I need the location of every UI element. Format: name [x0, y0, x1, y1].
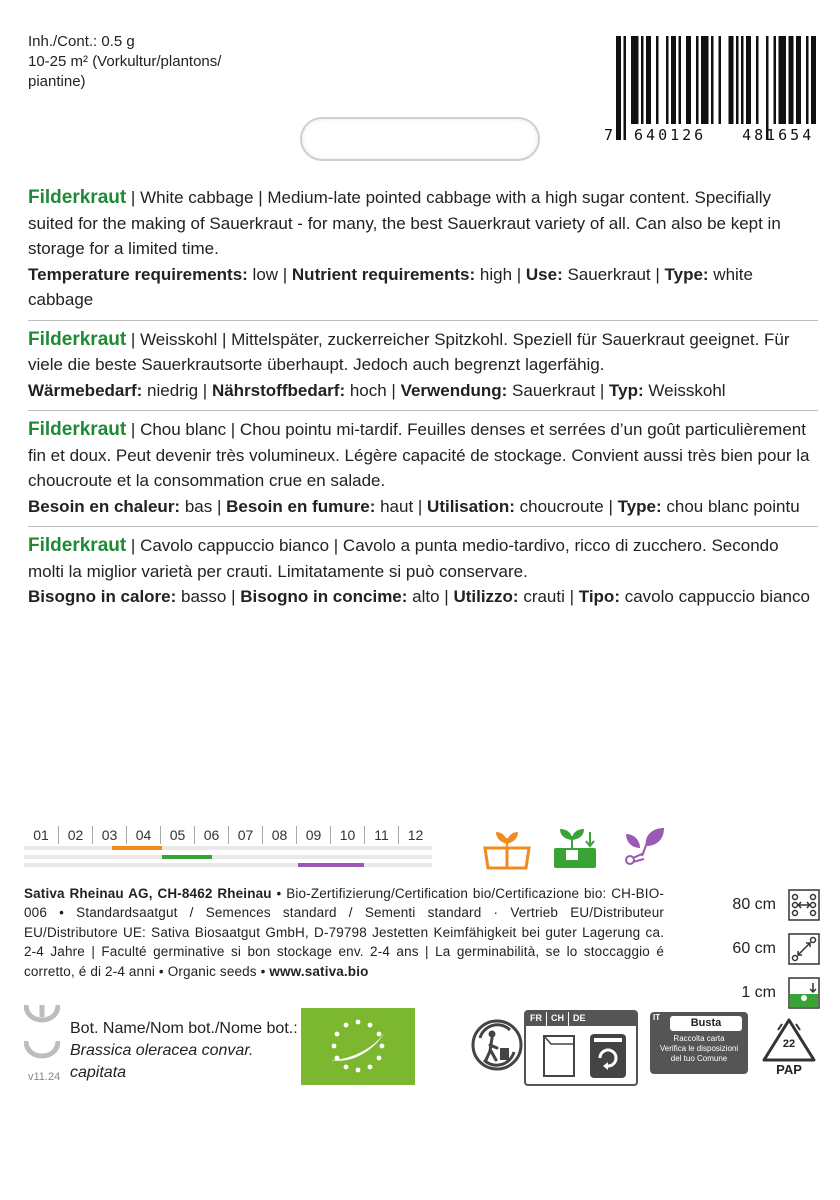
barcode-bar [641, 36, 644, 124]
month-label: 08 [262, 826, 296, 844]
month-label: 02 [58, 826, 92, 844]
barcode-digit-right: 481654 [742, 126, 815, 144]
barcode-bar [671, 36, 676, 124]
recycling-it [650, 1012, 748, 1074]
variety-name: Filderkraut [28, 419, 127, 440]
use-value: choucroute | [514, 496, 618, 516]
variety-name: Filderkraut [28, 535, 127, 556]
nutrient-value: high | [475, 264, 526, 284]
it-code: IT [653, 1013, 661, 1022]
barcode-bar [701, 36, 709, 124]
botanical-label: Bot. Name/Nom bot./Nome bot.: [70, 1020, 298, 1037]
sowing-track [24, 846, 432, 850]
barcode-bar [711, 36, 714, 124]
transplant-icon [552, 826, 598, 870]
description-fr [28, 411, 818, 527]
barcode-digits [604, 126, 824, 144]
barcode-bar [719, 36, 722, 124]
type-value: cavolo cappuccio bianco [619, 587, 810, 606]
row-spacing [700, 888, 820, 922]
country-ch: CH [546, 1012, 568, 1026]
nutrient-value: hoch | [345, 380, 401, 400]
hang-slot [300, 117, 540, 161]
month-label: 05 [160, 826, 194, 844]
net-content [28, 32, 268, 92]
recycling-fr-ch-de [524, 1010, 638, 1086]
month-label: 11 [364, 826, 398, 844]
planting-track [24, 855, 432, 859]
eu-organic-logo [301, 1008, 415, 1085]
busta-line1: Raccolta carta [673, 1034, 725, 1043]
row-spacing-value: 80 cm [732, 896, 776, 913]
month-label: 09 [296, 826, 330, 844]
busta-line3: del tuo Comune [670, 1054, 728, 1063]
nutrient-label: Nährstoffbedarf: [211, 380, 346, 400]
plant-spacing-icon [788, 933, 820, 965]
use-label: Verwendung: [400, 380, 508, 400]
nutrient-label: Bisogno in concime: [240, 587, 408, 606]
barcode-bar [811, 36, 816, 124]
harvest-track [24, 863, 432, 867]
barcode-bar [746, 36, 751, 124]
type-label: Typ: [609, 380, 644, 400]
month-label: 01 [33, 827, 49, 843]
variety-name: Filderkraut [28, 187, 127, 208]
barcode-bar [789, 36, 794, 124]
sowing-period-bar [112, 846, 162, 850]
busta-label: Busta [670, 1016, 742, 1031]
sowing-depth-value: 1 cm [741, 984, 776, 1001]
botanical-name [70, 1018, 298, 1084]
type-label: Tipo: [578, 587, 620, 606]
company-website: www.sativa.bio [269, 963, 369, 979]
temperature-label: Temperature requirements: [28, 264, 248, 284]
barcode-digit-lead: 7 [604, 126, 615, 144]
barcode-bar [679, 36, 682, 124]
barcode-bar [666, 36, 669, 124]
paper-bag-icon [542, 1034, 576, 1078]
description-it [28, 527, 818, 617]
latin-name: Brassica oleracea convar. [70, 1042, 254, 1059]
busta-line2: Verifica le disposizioni [659, 1044, 739, 1053]
month-label: 06 [194, 826, 228, 844]
barcode-bar [779, 36, 787, 124]
temperature-value: basso | [176, 587, 241, 606]
type-label: Type: [664, 264, 709, 284]
version-label: v11.24 [28, 1071, 61, 1083]
barcode-bar [741, 36, 744, 124]
temperature-label: Bisogno in calore: [28, 587, 177, 606]
planting-period-bar [162, 855, 212, 859]
sowing-calendar [24, 826, 434, 866]
barcode-bar [656, 36, 659, 124]
sowing-depth [700, 976, 820, 1010]
use-value: Sauerkraut | [507, 380, 610, 400]
description-en [28, 179, 818, 321]
barcode-bar [631, 36, 639, 124]
company-name: Sativa Rheinau AG, CH-8462 Rheinau [24, 886, 272, 901]
company-info [24, 884, 664, 981]
harvest-period-bar [298, 863, 364, 867]
sowing-depth-icon [788, 977, 820, 1009]
nutrient-label: Besoin en fumure: [226, 496, 376, 516]
use-value: crauti | [518, 587, 579, 606]
latin-name-cont: capitata [70, 1064, 127, 1081]
temperature-value: low | [247, 264, 292, 284]
barcode-digit-left: 640126 [634, 126, 707, 144]
use-label: Utilizzo: [453, 587, 519, 606]
plant-spacing-value: 60 cm [732, 940, 776, 957]
temperature-label: Wärmebedarf: [28, 380, 143, 400]
pot-sowing-icon [482, 826, 532, 870]
tidyman-icon [470, 1018, 524, 1072]
nutrient-value: alto | [407, 587, 454, 606]
nutrient-label: Nutrient requirements: [291, 264, 476, 284]
barcode-bar [806, 36, 809, 124]
country-fr: FR [530, 1013, 542, 1023]
country-de: DE [568, 1012, 590, 1026]
recycling-bin-icon [588, 1032, 628, 1080]
net-content-weight: Inh./Cont.: 0.5 g [28, 33, 135, 50]
company-details: • Bio-Zertifizierung/Certification bio/Certificazione bio: CH-BIO-006 • Standardsaatgut / Semences standard / Sementi standard · Vertrieb EU/Distributeur EU/Distributore UE: Sativa Biosaatgut GmbH, D-79798 Jestetten Keimfähigkeit bei guter Lagerung ca. 2-4 Jahre | Faculté germinative si bon stockage env. 2-4 ans | La germinabilità, se lo stoccaggio é corretto, é di 2-4 anni • Organic seeds • [24, 886, 665, 979]
barcode-bar [766, 36, 769, 140]
barcode-bar [736, 36, 739, 124]
plant-spacing [700, 932, 820, 966]
type-value: Weisskohl [643, 380, 726, 400]
temperature-value: bas | [180, 496, 227, 516]
barcode-bar [729, 36, 734, 124]
barcode-bar [646, 36, 651, 124]
barcode-bar [686, 36, 691, 124]
barcode-bar [796, 36, 801, 124]
net-content-area-cont: piantine) [28, 73, 86, 90]
barcode-bar [774, 36, 777, 124]
type-value: white cabbage [28, 264, 753, 309]
pap-recycling-code [760, 1016, 818, 1078]
pap-label: PAP [776, 1062, 802, 1077]
month-label: 07 [228, 826, 262, 844]
net-content-area: 10-25 m² (Vorkultur/plantons/ [28, 53, 222, 70]
month-label: 10 [330, 826, 364, 844]
use-label: Use: [525, 264, 563, 284]
description-list [28, 179, 818, 617]
variety-name: Filderkraut [28, 328, 127, 350]
barcode-bar [756, 36, 759, 124]
use-label: Utilisation: [427, 496, 515, 516]
barcode-bar [624, 36, 627, 140]
description-text: | White cabbage | Medium-late pointed cabbage with a high sugar content. Specifially suited for the making of Sauerkraut - for many, the best Sauerkraut variety of all. Can also be kept in storage for a limited time. [28, 188, 781, 258]
barcode-bar [696, 36, 699, 124]
description-text: | Cavolo cappuccio bianco | Cavolo a punta medio-tardivo, ricco di zucchero. Secondo molti la miglior varietà per crauti. Limitatamente si può conservare. [28, 536, 779, 581]
harvest-icon [622, 826, 668, 870]
temperature-label: Besoin en chaleur: [28, 496, 181, 516]
type-label: Type: [617, 496, 662, 516]
pap-number: 22 [782, 1038, 796, 1050]
month-label: 12 [398, 826, 432, 844]
temperature-value: niedrig | [142, 380, 212, 400]
use-value: Sauerkraut | [562, 264, 665, 284]
type-value: chou blanc pointu [661, 496, 800, 516]
description-de [28, 321, 818, 412]
row-spacing-icon [788, 889, 820, 921]
botanical-icon [24, 1003, 60, 1063]
description-text: | Chou blanc | Chou pointu mi-tardif. Feuilles denses et serrées d’un goût particulièrement fin et doux. Peut devenir très volumineux. Légère capacité de stockage. Convient aussi très bien pour la choucroute et la consommation crue en salade. [28, 420, 810, 490]
month-label: 03 [92, 826, 126, 844]
nutrient-value: haut | [375, 496, 428, 516]
country-tabs [526, 1012, 636, 1026]
month-label: 04 [126, 826, 160, 844]
description-text: | Weisskohl | Mittelspäter, zuckerreicher Spitzkohl. Speziell für Sauerkraut geeignet. Für viele die beste Sauerkrautsorte überhaupt. Jedoch auch begrenzt lagerfähig. [28, 329, 790, 374]
barcode-bar [616, 36, 621, 140]
month-row [24, 826, 434, 844]
